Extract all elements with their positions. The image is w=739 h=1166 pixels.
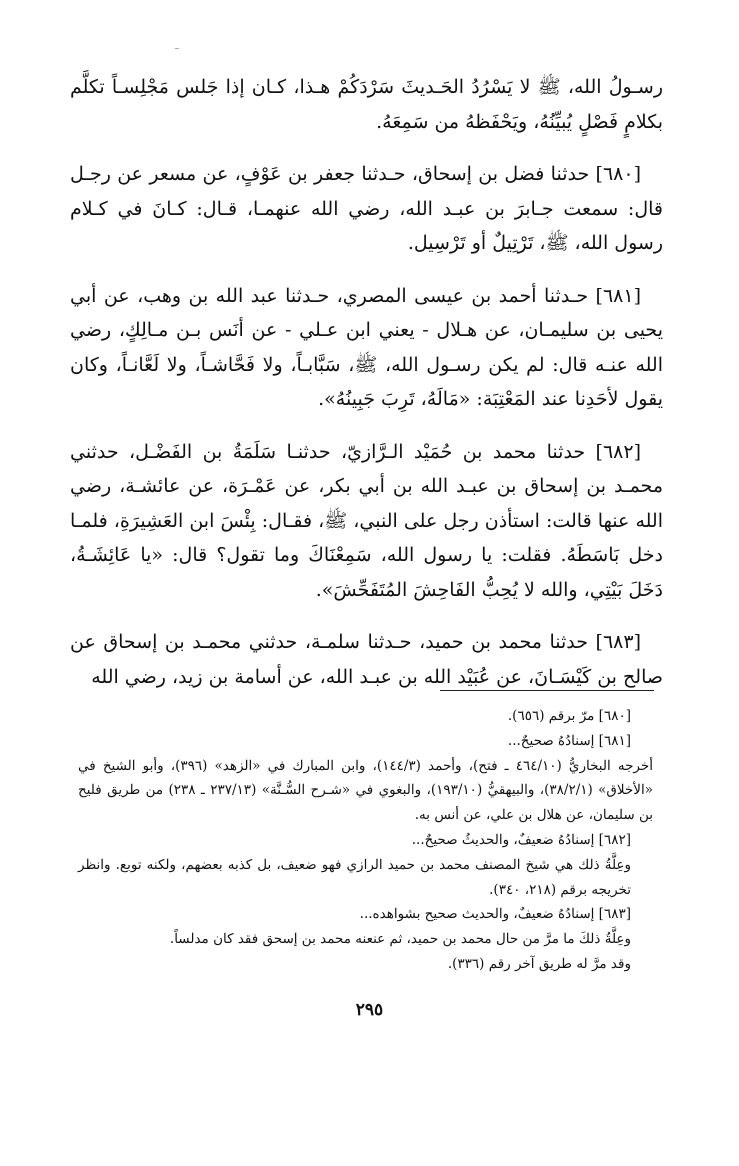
footnote-683-illah: وعِلَّةُ ذلكَ ما مرَّ من حال محمد بن حميد، ثم عنعنه محمد بن إسحق فقد كان مدلساً. <box>169 931 631 948</box>
scan-speck <box>175 48 179 49</box>
footnote-682: [٦٨٢] إسنادُهُ ضعيفٌ، والحديثُ صحيحٌ... <box>411 831 631 848</box>
footnote-681-takhrij: أخرجه البخاريُّ (٤٦٤/١٠ ـ فتح)، وأحمد (١٤٤/٣)، وابن المبارك في «الزهد» (٣٩٦)، وأبو الشيخ في «الأخلاق» (٣٨/٢/١)، والبيهقيُّ (١٩٣/١٠)، والبغوي في «شـرح السُّـنَّة» (٢٣٧/١٣ ـ ٢٣٨) من طريق فليح بن سليمان، عن هلال بن علي، عن أنس به. <box>78 757 653 824</box>
hadith-681: [٦٨١] حـدثنا أحمد بن عيسى المصري، حـدثنا عبد الله بن وهب، عن أبي يحيى بن سليمـان، عن هـلال - يعني ابن عـلي - عن أنَس بـن مـالِكٍ، رضي الله عنـه قال: لم يكن رسـول الله، ﷺ، سَبَّابـاً، ولا فَحَّاشـاً، ولا لَعَّانـاً، وكان يقول لأحَدِنا عند المَعْتِبَة: «مَالَهُ، تَرِبَ جَبِينُهُ». <box>70 284 663 410</box>
footnote-682-illah: وعِلَّةُ ذلك هي شيخ المصنف محمد بن حميد الرازي فهو ضعيف، بل كذبه بعضهم، ولكنه توبع. وانظر تخريجه برقم (٢١٨، ٣٤٠). <box>78 856 631 898</box>
page-number: ٢٩٥ <box>355 1000 384 1020</box>
hadith-682: [٦٨٢] حدثنا محمد بن حُمَيْد الـرَّازيّ، حدثنـا سَلَمَةُ بن الفَضْـل، حدثني محمـد بن إسحاق بن عبـد الله بن أبي بكر، عن عَمْـرَة، عن عائشـة، رضي الله عنها قالت: استأذن رجل على النبي، ﷺ، فقـال: بِئْسَ ابن العَشِيرَةِ، فلمـا دخل بَاسَطَهُ. فقلت: يا رسول الله، سَمِعْنَاكَ وما تقول؟ قال: «يا عَائِشَـةُ، دَخَلَ بَيْتِي، والله لا يُحِبُّ الفَاحِشَ المُتَفَحِّشَ». <box>70 440 663 601</box>
footnotes <box>78 704 653 977</box>
hadith-683: [٦٨٣] حدثنا محمد بن حميد، حـدثنا سلمـة، حدثني محمـد بن إسحاق عن صالح بن كَيْسَـانَ، عن عُبَيْد الله بن عبـد الله، عن أسامة بن زيد، رضي الله <box>70 631 663 688</box>
main-text <box>70 70 663 712</box>
footnote-divider <box>440 690 654 691</box>
footnote-683-tariq: وقد مرَّ له طريق آخر رقم (٣٣٦). <box>447 955 631 972</box>
footnote-681: [٦٨١] إسنادُهُ صحيحٌ... <box>507 732 631 749</box>
footnote-680: [٦٨٠] مرّ برقم (٦٥٦). <box>507 708 631 724</box>
hadith-680: [٦٨٠] حدثنا فضل بن إسحاق، حـدثنا جعفر بن عَوْفٍ، عن مسعر عن رجـل قال: سمعت جـابرَ بن عبـد الله، رضي الله عنهمـا، قـال: كـانَ في كـلام رسول الله، ﷺ، تَرْتِيلٌ أو تَرْسِيل. <box>70 163 663 254</box>
paragraph-continuation: رسـولُ الله، ﷺ لا يَسْرُدُ الحَـديثَ سَرْدَكُمْ هـذا، كـان إذا جَلس مَجْلِسـاً تكلَّم بكلامٍ فَصْلٍ يُبيِّنُهُ، ويَحْفَظهُ من سَمِعَهُ. <box>70 76 663 133</box>
footnote-683: [٦٨٣] إسنادُهُ ضعيفٌ، والحديث صحيح بشواهده... <box>359 906 631 923</box>
